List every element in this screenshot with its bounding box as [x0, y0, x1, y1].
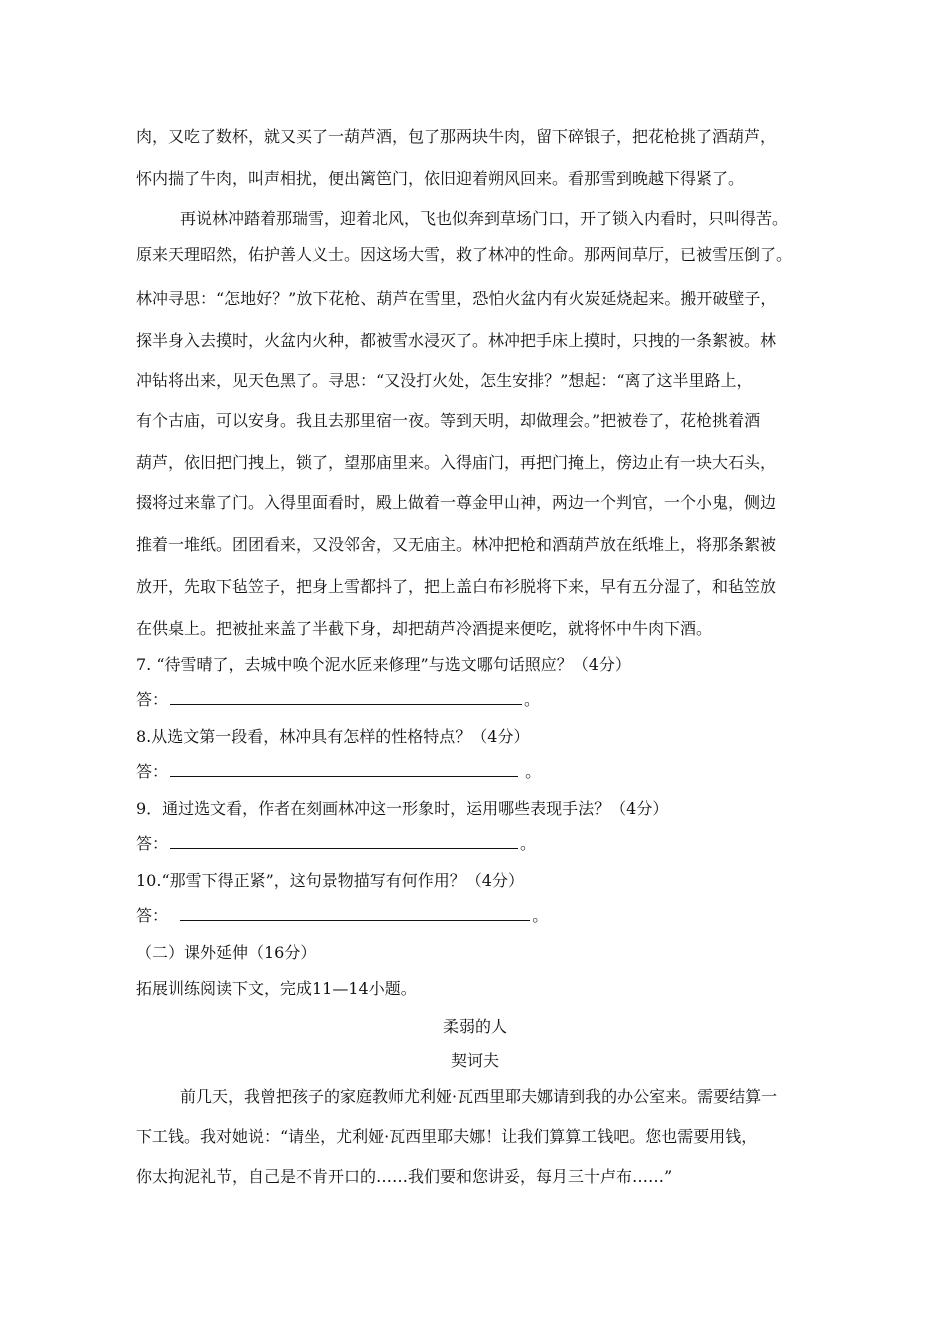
passage-line: 林冲寻思：“怎地好？”放下花枪、葫芦在雪里，恐怕火盆内有火炭延烧起来。搬开破壁子， [136, 289, 777, 308]
article-title: 柔弱的人 [442, 1017, 507, 1036]
passage-line: 有个古庙，可以安身。我且去那里宿一夜。等到天明，却做理会。”把被卷了，花枪挑着酒 [136, 411, 761, 430]
passage-line: 推着一堆纸。团团看来，又没邻舍，又无庙主。林冲把枪和酒葫芦放在纸堆上，将那条絮被 [136, 535, 777, 554]
article-line: 前几天，我曾把孩子的家庭教师尤利娅·瓦西里耶夫娜请到我的办公室来。需要结算一 [180, 1087, 778, 1106]
answer-blank-7[interactable] [170, 688, 522, 705]
question-9: 9．通过选文看，作者在刻画林冲这一形象时，运用哪些表现手法？（4分） [136, 799, 669, 818]
question-10: 10.“那雪下得正紧”，这句景物描写有何作用？（4分） [136, 871, 524, 890]
passage-line: 原来天理昭然，佑护善人义士。因这场大雪，救了林冲的性命。那两间草厅，已被雪压倒了。 [136, 245, 793, 264]
passage-line: 在供桌上。把被扯来盖了半截下身，却把葫芦冷酒提来便吃，就将怀中牛肉下酒。 [136, 619, 713, 638]
answer-row-9 [136, 832, 826, 855]
passage-line: 葫芦，依旧把门拽上，锁了，望那庙里来。入得庙门，再把门掩上，傍边止有一块大石头， [136, 453, 777, 472]
answer-row-10 [136, 904, 826, 927]
section-heading: （二）课外延伸（16分） [136, 943, 317, 962]
passage-line: 怀内揣了牛肉，叫声相扰，便出篱笆门，依旧迎着朔风回来。看那雪到晚越下得紧了。 [136, 169, 745, 188]
answer-blank-9[interactable] [170, 832, 518, 849]
answer-blank-10[interactable] [180, 904, 530, 921]
answer-end: 。 [532, 906, 549, 925]
answer-blank-8[interactable] [170, 760, 518, 777]
article-line: 下工钱。我对她说：“请坐，尤利娅·瓦西里耶夫娜！让我们算算工钱吧。您也需要用钱， [136, 1127, 758, 1146]
answer-row-7 [136, 688, 826, 711]
section-instruction: 拓展训练阅读下文，完成11—14小题。 [136, 979, 417, 998]
passage-line: 肉，又吃了数杯，就又买了一葫芦酒，包了那两块牛肉，留下碎银子，把花枪挑了酒葫芦， [136, 127, 777, 146]
passage-line: 再说林冲踏着那瑞雪，迎着北风，飞也似奔到草场门口，开了锁入内看时，只叫得苦。 [180, 209, 789, 228]
answer-label: 答： [136, 834, 169, 853]
question-7: 7. “待雪晴了，去城中唤个泥水匠来修理”与选文哪句话照应？（4分） [136, 655, 631, 674]
answer-label: 答： [136, 690, 169, 709]
question-8: 8.从选文第一段看，林冲具有怎样的性格特点？（4分） [136, 727, 530, 746]
answer-end: 。 [525, 762, 542, 781]
passage-line: 探半身入去摸时，火盆内火种，都被雪水浸灭了。林冲把手床上摸时，只拽的一条絮被。林 [136, 331, 777, 350]
answer-end: 。 [524, 690, 541, 709]
passage-line: 放开，先取下毡笠子，把身上雪都抖了，把上盖白布衫脱将下来，早有五分湿了，和毡笠放 [136, 577, 777, 596]
answer-end: 。 [520, 834, 537, 853]
passage-line: 冲钻将出来，见天色黑了。寻思：“又没打火处，怎生安排？”想起：“离了这半里路上， [136, 371, 753, 390]
answer-row-8 [136, 760, 826, 783]
answer-label: 答： [136, 762, 169, 781]
article-author: 契诃夫 [450, 1051, 499, 1070]
answer-label: 答： [136, 906, 169, 925]
article-line: 你太拘泥礼节，自己是不肯开口的……我们要和您讲妥，每月三十卢布……” [136, 1167, 673, 1186]
passage-line: 掇将过来靠了门。入得里面看时，殿上做着一尊金甲山神，两边一个判官，一个小鬼，侧边 [136, 493, 777, 512]
